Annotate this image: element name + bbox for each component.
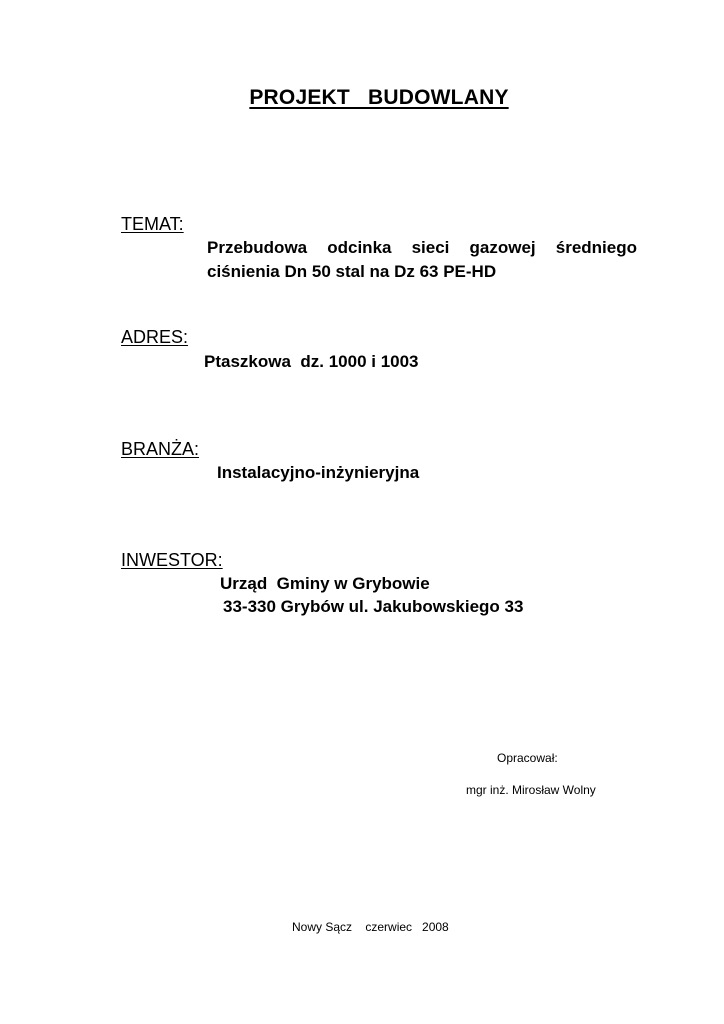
inwestor-label: INWESTOR:: [121, 550, 223, 570]
place-date: Nowy Sącz czerwiec 2008: [292, 920, 449, 934]
adres-label: ADRES:: [121, 327, 189, 347]
author-label: Opracował:: [497, 751, 558, 765]
branza-value: Instalacyjno-inżynieryjna: [217, 463, 420, 482]
inwestor-line-2: 33-330 Grybów ul. Jakubowskiego 33: [223, 597, 524, 616]
adres-value: Ptaszkowa dz. 1000 i 1003: [204, 352, 419, 371]
document-title: PROJEKT BUDOWLANY: [249, 86, 509, 109]
inwestor-line-1: Urząd Gminy w Grybowie: [220, 574, 430, 593]
temat-line-2: ciśnienia Dn 50 stal na Dz 63 PE-HD: [207, 262, 497, 281]
temat-label: TEMAT:: [121, 214, 184, 234]
temat-line-1: Przebudowa odcinka sieci gazowej średniego: [207, 238, 637, 257]
author-name: mgr inż. Mirosław Wolny: [466, 783, 596, 797]
branza-label: BRANŻA:: [121, 439, 200, 459]
